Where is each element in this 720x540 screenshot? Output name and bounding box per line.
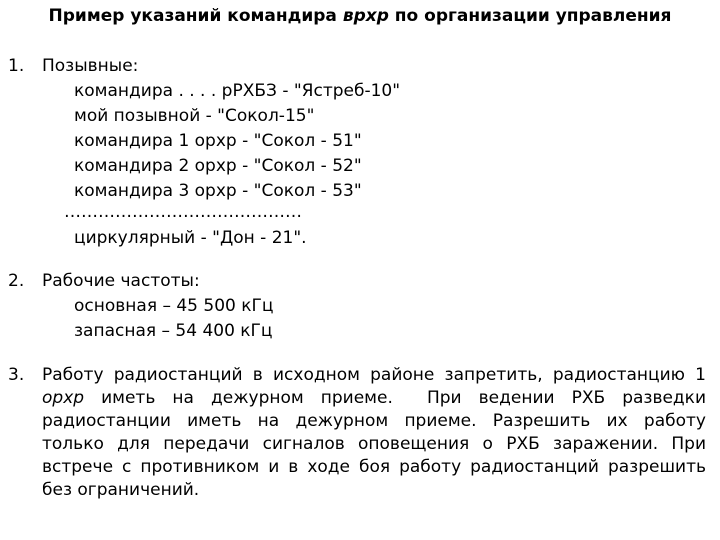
title-suffix: по организации управления xyxy=(388,6,672,26)
section-3-paragraph xyxy=(42,364,706,502)
frequency-line: основная – 45 500 кГц xyxy=(74,296,274,316)
paragraph-line: без ограничений. xyxy=(42,480,200,500)
paragraph-line: встрече с противником и в ходе боя работу радиостанций разрешить xyxy=(42,457,706,477)
dotted-separator: …………………………………… xyxy=(64,202,302,222)
callsign-line: мой позывной - "Сокол-15" xyxy=(74,106,315,126)
callsign-line: командира 1 орхр - "Сокол - 51" xyxy=(74,131,362,151)
section-2-number: 2. xyxy=(8,271,25,291)
paragraph-line: Работу радиостанций в исходном районе запретить, радиостанцию 1 xyxy=(42,365,706,385)
title-prefix: Пример указаний командира xyxy=(48,6,343,26)
section-3-number: 3. xyxy=(8,365,25,385)
section-1-heading: Позывные: xyxy=(42,56,139,76)
paragraph-line: только для передачи сигналов оповещения о РХБ заражении. При xyxy=(42,434,706,454)
document-title xyxy=(0,6,720,26)
callsign-line: командира 2 орхр - "Сокол - 52" xyxy=(74,156,362,176)
callsign-line: командира . . . . рРХБЗ - "Ястреб-10" xyxy=(74,81,401,101)
section-1-number: 1. xyxy=(8,56,25,76)
paragraph-line: радиостанции иметь на дежурном приеме. Разрешить их работу xyxy=(42,411,706,431)
paragraph-italic-word: орхр xyxy=(42,388,85,408)
circular-callsign-line: циркулярный - "Дон - 21". xyxy=(74,228,307,248)
paragraph-line xyxy=(42,387,706,410)
section-2-heading: Рабочие частоты: xyxy=(42,271,200,291)
paragraph-line-rest: иметь на дежурном приеме. При ведении РХБ разведки xyxy=(84,388,706,408)
frequency-line: запасная – 54 400 кГц xyxy=(74,321,273,341)
title-italic: врхр xyxy=(342,6,389,26)
callsign-line: командира 3 орхр - "Сокол - 53" xyxy=(74,181,362,201)
